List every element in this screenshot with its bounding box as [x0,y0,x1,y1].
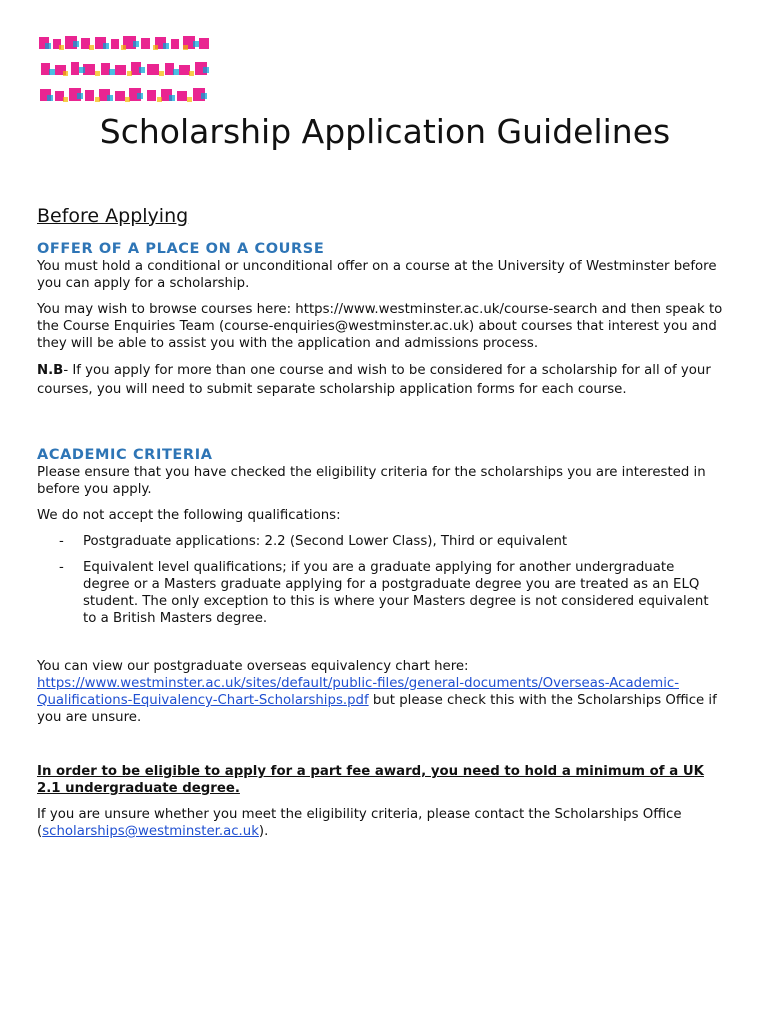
offer-paragraph-2: You may wish to browse courses here: https://www.westminster.ac.uk/course-search and then speak to the Course Enquiries Team (course-enquiries@westminster.ac.uk) about courses that interest you and they will be able to assist you with the application and admissions process. [37,302,723,351]
eligibility-requirement: In order to be eligible to apply for a part fee award, you need to hold a minimum of a UK 2.1 undergraduate degree. [37,764,704,796]
academic-heading: ACADEMIC CRITERIA [37,447,213,463]
academic-paragraph-1: Please ensure that you have checked the eligibility criteria for the scholarships you are interested in before you apply. [37,465,706,497]
contact-paragraph: If you are unsure whether you meet the eligibility criteria, please contact the Scholarships Office (scholarships@westminster.ac.uk). [37,807,682,839]
chart-after: but please check this with the Scholarships Office if you are unsure. [37,693,717,725]
nb-paragraph [37,361,723,399]
academic-paragraph-2: We do not accept the following qualifications: [37,508,341,523]
nb-text: - If you apply for more than one course and wish to be considered for a scholarship for all of your courses, you will need to submit separate scholarship application forms for each course. [37,363,711,397]
document-body [37,204,723,849]
list-item: - Equivalent level qualifications; if you are a graduate applying for another undergraduate degree or a Masters graduate applying for a postgraduate degree you are treated as an ELQ student. The only exception to this is where your Masters degree is not considered equivalent to a British Masters degree. [59,560,709,626]
before-applying-heading: Before Applying [37,205,189,227]
scholarships-email-link[interactable]: scholarships@westminster.ac.uk [42,824,259,839]
chart-intro: You can view our postgraduate overseas equivalency chart here: [37,659,469,674]
chart-paragraph [37,658,723,726]
list-item: - Postgraduate applications: 2.2 (Second Lower Class), Third or equivalent [59,534,568,549]
offer-paragraph-1: You must hold a conditional or unconditional offer on a course at the University of Westminster before you can apply for a scholarship. [37,259,717,291]
qualification-list [37,533,723,627]
nb-label: N.B [37,363,64,378]
page-title: Scholarship Application Guidelines [99,112,671,151]
offer-heading: OFFER OF A PLACE ON A COURSE [37,241,325,257]
equivalency-chart-link[interactable]: https://www.westminster.ac.uk/sites/default/public-files/general-documents/Overseas-Academic-Qualifications-Equivalency-Chart-Scholarships.pdf [37,676,680,708]
university-logo [37,33,219,109]
